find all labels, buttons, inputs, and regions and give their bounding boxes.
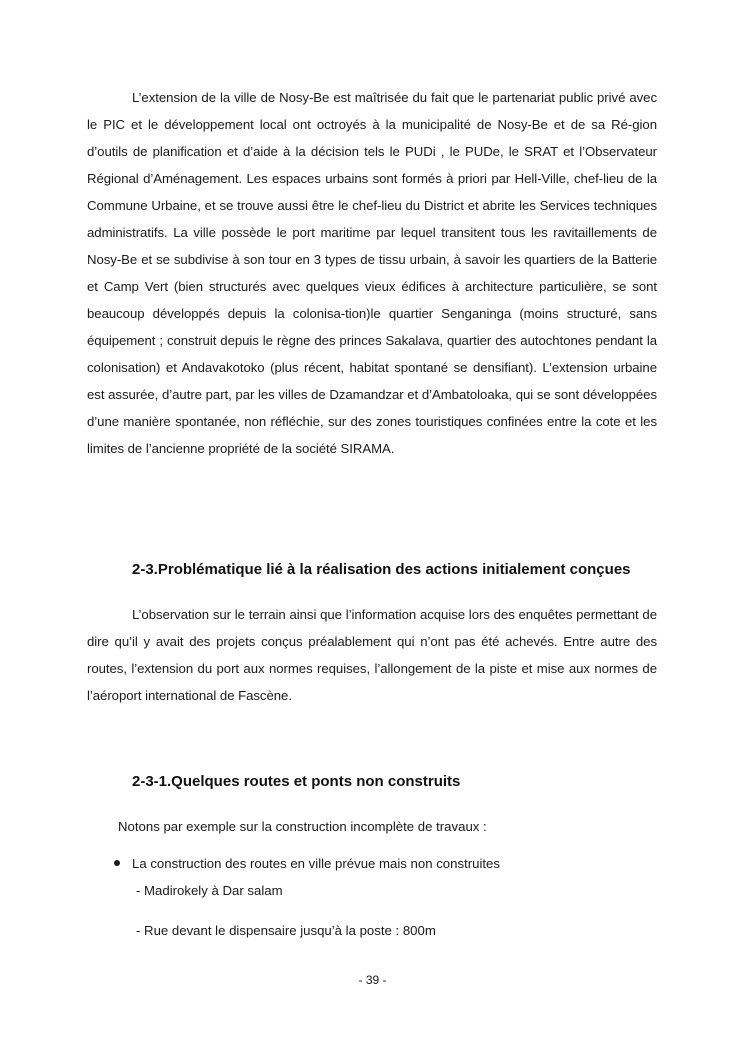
paragraph-problematic: [87, 601, 657, 709]
page-number: - 39 -: [358, 973, 387, 987]
paragraph-text: L’observation sur le terrain ainsi que l’information acquise lors des enquêtes permettant de dire qu’il y avait des projets conçus préalablement qui n’ont pas été achevés. Entre autre des routes, l’extension du port aux normes requises, l’allongement de la piste et mise aux normes de l’aéroport international de Fascène.: [87, 607, 657, 703]
sub-item-rue-dispensaire: - Rue devant le dispensaire jusqu’à la poste : 800m: [136, 923, 436, 938]
paragraph-text: L’extension de la ville de Nosy-Be est maîtrisée du fait que le partenariat public privé avec le PIC et le développement local ont octroyés à la municipalité de Nosy-Be et de sa Ré-gion d’outils de planification et d’aide à la décision tels le PUDi , le PUDe, le SRAT et l’Observateur Régional d’Aménagement. Les espaces urbains sont formés à priori par Hell-Ville, chef-lieu de la Commune Urbaine, et se trouve aussi être le chef-lieu du District et abrite les Services techniques administratifs. La ville possède le port maritime par lequel transitent tous les ravitaillements de Nosy-Be et se subdivise à son tour en 3 types de tissu urbain, à savoir les quartiers de la Batterie et Camp Vert (bien structurés avec quelques vieux édifices à architecture particulière, se sont beaucoup développés depuis la colonisa-tion)le quartier Senganinga (moins structuré, sans équipement ; construit depuis le règne des princes Sakalava, quartier des autochtones pendant la colonisation) et Andavakotoko (plus récent, habitat spontané se densifiant). L’extension urbaine est assurée, d’autre part, par les villes de Dzamandzar et d’Ambatoloaka, qui se sont développées d’une manière spontanée, non réfléchie, sur des zones touristiques confinées entre la cote et les limites de l’ancienne propriété de la société SIRAMA.: [87, 90, 657, 456]
bullet-text: La construction des routes en ville prévue mais non construites: [132, 856, 500, 871]
bullet-list-item: [114, 856, 500, 871]
sub-item-madirokely: - Madirokely à Dar salam: [136, 883, 283, 898]
section-heading-2-3-1: 2-3-1.Quelques routes et ponts non construits: [132, 773, 461, 790]
section-heading-2-3: 2-3.Problématique lié à la réalisation des actions initialement conçues: [132, 561, 631, 578]
intro-line: Notons par exemple sur la construction incomplète de travaux :: [118, 819, 487, 834]
paragraph-urban-extension: [87, 84, 657, 462]
bullet-icon: [114, 860, 120, 866]
